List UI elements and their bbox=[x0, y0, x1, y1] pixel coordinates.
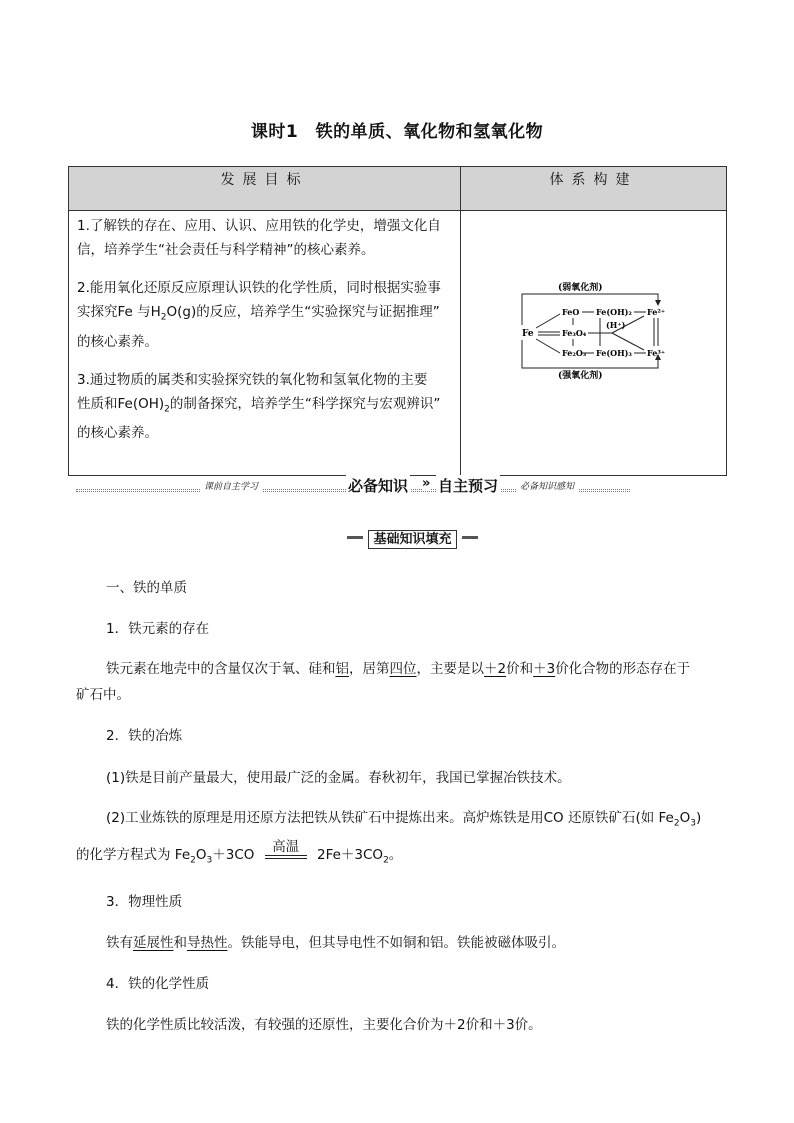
p4-sub-2: 2 bbox=[190, 855, 196, 866]
reaction-condition-label: 高温 bbox=[272, 839, 300, 855]
fe2o3-label: Fe₂O₃ bbox=[562, 348, 587, 358]
section-banner bbox=[76, 476, 630, 494]
p3-sub-3: 3 bbox=[690, 818, 696, 829]
p3-sub-2: 2 bbox=[673, 818, 680, 829]
weak-oxidant-path bbox=[522, 294, 658, 325]
p5-text-e: 。铁能导电，但其导电性不如铜和铝。铁能被磁体吸引。 bbox=[227, 935, 565, 951]
p4-sub-co2: 2 bbox=[383, 855, 389, 866]
feo-label: FeO bbox=[562, 307, 580, 317]
fe2plus-label: Fe²⁺ bbox=[647, 307, 666, 317]
banner-suffix: 必备知识感知 bbox=[516, 479, 578, 492]
goal-3-sub: 2 bbox=[164, 404, 170, 415]
goal-item-2 bbox=[77, 276, 452, 354]
goal-2-line-2b: O(g)的反应，培养学生“实验探究与证据推理” bbox=[166, 304, 440, 320]
p4-text-o: O bbox=[195, 847, 207, 863]
iron-conversion-diagram bbox=[462, 212, 726, 470]
paragraph-chemical-properties: 铁的化学性质比较活泼，有较强的还原性，主要化合价为＋2价和＋3价。 bbox=[106, 1017, 542, 1033]
banner-main-1: 必备知识 bbox=[348, 477, 409, 495]
heading-existence: 1．铁元素的存在 bbox=[106, 621, 210, 637]
section-tag-bar-right bbox=[462, 536, 478, 539]
goal-3-line-2b: 的制备探究，培养学生“科学探究与宏观辨识” bbox=[169, 395, 441, 412]
strong-oxidant-label: (强氧化剂) bbox=[558, 371, 603, 381]
p5-blank-thermal: 导热性 bbox=[187, 935, 228, 951]
goal-3-line-2a: 性质和Fe(OH) bbox=[77, 395, 165, 412]
weak-oxidant-label: (弱氧化剂) bbox=[558, 283, 603, 293]
goal-1-line-1: 1.了解铁的存在、应用、认识、应用铁的化学史，增强文化自 bbox=[77, 218, 441, 234]
p3-text-o: O bbox=[679, 810, 691, 826]
heading-physical-properties: 3．物理性质 bbox=[106, 894, 183, 910]
header-development-goals: 发展目标 bbox=[69, 167, 461, 211]
p1-blank-plus2: ＋2 bbox=[484, 661, 507, 677]
paragraph-smelting-2 bbox=[106, 806, 701, 829]
p1-text-c: ，居第 bbox=[349, 661, 390, 677]
p5-text-a: 铁有 bbox=[106, 935, 133, 951]
p4-text-products: 2Fe＋3CO bbox=[316, 847, 384, 863]
p3-text-a: (2)工业炼铁的原理是用还原方法把铁从铁矿石中提炼出来。高炉炼铁是用CO 还原铁矿石(如 Fe bbox=[106, 810, 674, 826]
header-system-construction: 体系构建 bbox=[461, 167, 727, 211]
goal-2-line-2a: 实探究Fe 与H bbox=[77, 304, 161, 320]
reaction-equals-line-2 bbox=[265, 858, 307, 859]
paragraph-smelting-1: (1)铁是目前产量最大，使用最广泛的金属。春秋初年，我国已掌握冶铁技术。 bbox=[106, 770, 571, 786]
goals-table bbox=[68, 166, 727, 476]
p4-text-a: 的化学方程式为 Fe bbox=[76, 847, 191, 863]
p1-text-g: 价和 bbox=[506, 661, 534, 677]
p3-text-e: ) bbox=[695, 810, 702, 826]
heading-smelting: 2．铁的冶炼 bbox=[106, 728, 183, 744]
goal-2-line-1: 2.能用氧化还原反应原理认识铁的化学性质，同时根据实验事 bbox=[77, 280, 441, 296]
paragraph-existence-line2: 矿石中。 bbox=[76, 687, 130, 703]
banner-arrow-icon: » bbox=[422, 476, 431, 491]
fe3o4-label: Fe₃O₄ bbox=[562, 328, 587, 338]
h-plus-label: (H⁺) bbox=[606, 320, 626, 330]
fe-to-fe2o3-arrow bbox=[536, 339, 560, 353]
p1-text-a: 铁元素在地壳中的含量仅次于氧、硅和 bbox=[106, 661, 336, 677]
fe-label: Fe bbox=[522, 329, 534, 339]
diagram-cell bbox=[461, 211, 727, 476]
goal-3-line-1: 3.通过物质的属类和实验探究铁的氧化物和氢氧化物的主要 bbox=[77, 371, 428, 388]
banner-prefix: 课前自主学习 bbox=[200, 479, 262, 492]
goal-2-sub: 2 bbox=[160, 312, 167, 323]
fe-oh3-label: Fe(OH)₃ bbox=[596, 348, 632, 358]
reaction-condition bbox=[265, 839, 307, 865]
reaction-equals-line-1 bbox=[265, 855, 307, 856]
page-title: 课时1 铁的单质、氧化物和氢氧化物 bbox=[250, 122, 544, 142]
section-tag-bar-left bbox=[347, 536, 363, 539]
p4-text-3co: ＋3CO bbox=[212, 847, 255, 863]
goals-cell bbox=[69, 211, 461, 476]
goal-1-line-2: 信，培养学生“社会责任与科学精神”的核心素养。 bbox=[77, 242, 375, 258]
banner-main-2: 自主预习 bbox=[438, 477, 499, 495]
strong-oxidant-path bbox=[522, 340, 658, 368]
p1-blank-aluminum: 铝 bbox=[335, 661, 349, 677]
section-tag-label: 基础知识填充 bbox=[368, 530, 456, 549]
paragraph-equation bbox=[76, 839, 403, 866]
p1-blank-plus3: ＋3 bbox=[533, 661, 556, 677]
p4-sub-3: 3 bbox=[206, 855, 213, 866]
p4-text-end: 。 bbox=[388, 847, 403, 863]
p5-blank-ductility: 延展性 bbox=[133, 935, 174, 951]
p1-blank-fourth: 四位 bbox=[389, 661, 417, 677]
fe3plus-label: Fe³⁺ bbox=[647, 348, 666, 358]
p1-text-i: 价化合物的形态存在于 bbox=[555, 661, 691, 677]
heading-iron-element: 一、铁的单质 bbox=[106, 580, 187, 596]
weak-oxidant-arrowhead bbox=[655, 300, 661, 306]
p5-text-c: 和 bbox=[173, 935, 187, 951]
heading-chemical-properties: 4．铁的化学性质 bbox=[106, 976, 210, 992]
fe-oh2-label: Fe(OH)₂ bbox=[596, 307, 632, 317]
goal-2-line-3: 的核心素养。 bbox=[77, 333, 158, 350]
paragraph-existence bbox=[106, 657, 690, 677]
fe-to-feo-arrow bbox=[536, 314, 560, 328]
p1-text-e: ，主要是以 bbox=[416, 661, 484, 677]
section-tag bbox=[345, 528, 480, 546]
paragraph-physical-properties bbox=[106, 931, 565, 951]
goal-item-3 bbox=[77, 368, 452, 446]
goal-item-1 bbox=[77, 214, 452, 262]
goal-3-line-3: 的核心素养。 bbox=[77, 425, 158, 442]
